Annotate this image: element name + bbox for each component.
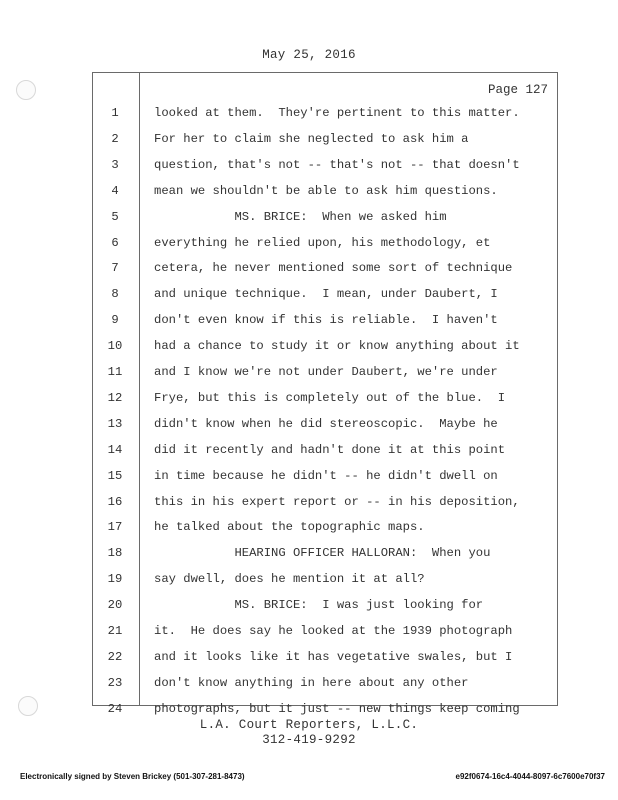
transcript-line	[93, 593, 557, 617]
line-number: 2	[111, 131, 119, 146]
transcript-line	[93, 645, 557, 669]
footer-company: L.A. Court Reporters, L.L.C.	[199, 718, 419, 732]
line-text: Frye, but this is completely out of the blue. I	[154, 390, 506, 405]
footer-phone: 312-419-9292	[262, 733, 356, 747]
transcript-line	[93, 282, 557, 306]
transcript-line	[93, 438, 557, 462]
line-text: question, that's not -- that's not -- that doesn't	[154, 157, 520, 172]
transcript-line	[93, 256, 557, 280]
transcript-line	[93, 619, 557, 643]
header-date: May 25, 2016	[262, 48, 356, 62]
e-signature-text: Electronically signed by Steven Brickey (501-307-281-8473)	[20, 772, 245, 781]
line-text: HEARING OFFICER HALLORAN: When you	[154, 546, 491, 561]
line-text: in time because he didn't -- he didn't dwell on	[154, 468, 498, 483]
transcript-line	[93, 515, 557, 539]
line-number: 8	[111, 287, 119, 302]
transcript-line	[93, 334, 557, 358]
line-number: 22	[107, 649, 123, 664]
punch-hole-bottom	[18, 696, 38, 716]
line-text: everything he relied upon, his methodology, et	[154, 235, 491, 250]
line-number: 21	[107, 624, 123, 638]
line-number: 11	[107, 365, 123, 379]
transcript-line	[93, 567, 557, 591]
line-text: MS. BRICE: I was just looking for	[154, 598, 484, 613]
line-text: photographs, but it just -- new things keep coming	[154, 701, 520, 716]
transcript-line	[93, 153, 557, 177]
line-number: 3	[111, 157, 119, 172]
page-number: Page 127	[487, 83, 548, 97]
line-number: 6	[111, 235, 119, 250]
line-number: 5	[111, 209, 119, 224]
line-number: 4	[111, 183, 119, 198]
line-text: looked at them. They're pertinent to this matter.	[154, 106, 520, 120]
line-text: did it recently and hadn't done it at this point	[154, 442, 506, 457]
line-number: 23	[107, 675, 123, 690]
line-text: don't even know if this is reliable. I haven't	[154, 313, 498, 328]
line-text: cetera, he never mentioned some sort of technique	[154, 261, 513, 276]
line-number: 14	[107, 442, 123, 457]
line-text: don't know anything in here about any other	[154, 675, 469, 690]
line-number: 7	[111, 261, 119, 276]
transcript-line	[93, 386, 557, 410]
transcript-line	[93, 179, 557, 203]
line-text: MS. BRICE: When we asked him	[154, 209, 447, 224]
line-text: had a chance to study it or know anything about it	[154, 339, 520, 354]
line-text: say dwell, does he mention it at all?	[154, 572, 425, 587]
line-text: and I know we're not under Daubert, we're under	[154, 365, 498, 379]
line-number: 9	[111, 313, 119, 328]
line-text: this in his expert report or -- in his deposition,	[154, 494, 520, 509]
line-number: 12	[107, 390, 123, 405]
transcript-line	[93, 101, 557, 125]
line-number: 13	[107, 416, 123, 431]
transcript-line	[93, 464, 557, 488]
line-text: For her to claim she neglected to ask him a	[154, 131, 469, 146]
line-number: 24	[107, 701, 123, 716]
line-number: 10	[107, 339, 123, 354]
transcript-line	[93, 541, 557, 565]
document-hash: e92f0674-16c4-4044-8097-6c7600e70f37	[455, 772, 605, 781]
line-text: mean we shouldn't be able to ask him questions.	[154, 183, 498, 198]
transcript-line	[93, 490, 557, 514]
line-number: 1	[111, 106, 119, 120]
line-number: 18	[107, 546, 123, 561]
line-text: didn't know when he did stereoscopic. Maybe he	[154, 416, 498, 431]
line-text: he talked about the topographic maps.	[154, 520, 425, 535]
line-number: 16	[107, 494, 123, 509]
transcript-line	[93, 231, 557, 255]
transcript-line	[93, 360, 557, 384]
line-text: it. He does say he looked at the 1939 photograph	[154, 624, 513, 638]
transcript-line	[93, 127, 557, 151]
transcript-line	[93, 205, 557, 229]
transcript-line	[93, 671, 557, 695]
punch-hole-top	[16, 80, 36, 100]
line-text: and it looks like it has vegetative swales, but I	[154, 649, 513, 664]
line-number: 17	[107, 520, 123, 535]
transcript-line	[93, 308, 557, 332]
line-number: 19	[107, 572, 123, 587]
transcript-line	[93, 412, 557, 436]
line-number: 20	[107, 598, 123, 613]
line-number: 15	[107, 468, 123, 483]
transcript-frame	[92, 72, 558, 716]
line-text: and unique technique. I mean, under Daubert, I	[154, 287, 498, 302]
